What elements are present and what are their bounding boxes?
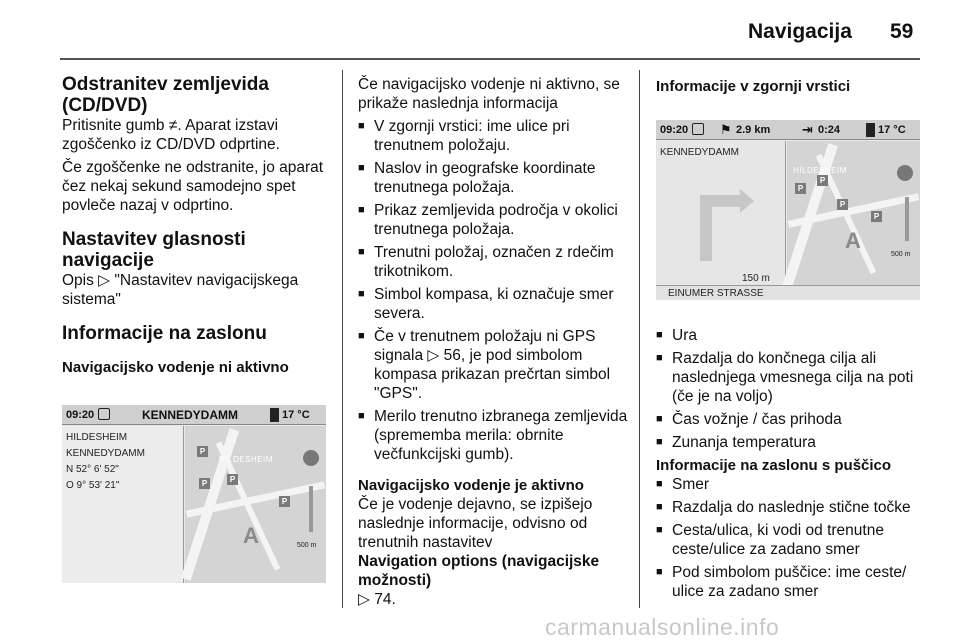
info-city: HILDESHEIM (66, 432, 128, 443)
list-item: ■ Razdalja do naslednje stične točke (656, 498, 926, 517)
compass-icon (303, 450, 319, 466)
screen-distance: 2.9 km (736, 124, 771, 136)
map-city-label: HILDESHEIM (219, 455, 273, 464)
info-latitude: N 52° 6' 52" (66, 464, 119, 475)
screen-street: KENNEDYDAMM (142, 408, 238, 422)
arrival-arrow-icon: ⇥ (802, 122, 813, 137)
position-marker-icon: A (243, 523, 259, 548)
list-item: ■ Prikaz zemljevida področja v okolici trenutnega položaja. (358, 201, 628, 239)
turn-arrow-head-icon (740, 189, 754, 213)
parking-icon: P (279, 496, 290, 507)
list-item: ■ Naslov in geografske koordinate trenutnega položaja. (358, 159, 628, 197)
watermark: carmanualsonline.info (545, 614, 780, 640)
list-item: ■ Čas vožnje / čas prihoda (656, 410, 926, 429)
screen-street-top: KENNEDYDAMM (660, 147, 739, 158)
heading-guidance-inactive: Navigacijsko vodenje ni aktivno (62, 359, 289, 376)
position-info-panel (62, 426, 184, 583)
thermometer-icon (270, 408, 279, 422)
para-remove-2: Če zgoščenke ne odstranite, jo aparat čez nekaj sekund samodejno spet povleče nazaj v odprtino. (62, 159, 324, 214)
list-item: ■ Simbol kompasa, ki označuje smer severa. (358, 285, 628, 323)
page-reference: ▷ 74. (358, 591, 396, 608)
para-remove-1: Pritisnite gumb ≠. Aparat izstavi zgoščenko iz CD/DVD odprtine. (62, 117, 280, 153)
parking-icon: P (199, 478, 210, 489)
list-item: ■ Zunanja temperatura (656, 433, 926, 452)
parking-icon: P (871, 211, 882, 222)
list-item: ■ Pod simbolom puščice: ime ceste/ ulice za zadano smer (656, 563, 926, 601)
heading-remove-map: Odstranitev zemljevida (CD/DVD) (62, 74, 269, 116)
screen-top-bar (656, 120, 920, 140)
map-scale-label: 500 m (297, 542, 317, 549)
scale-bar (905, 197, 909, 241)
position-marker-icon: A (845, 228, 861, 253)
screen-time: 09:20 (660, 124, 689, 136)
parking-icon: P (197, 446, 208, 457)
list-item: ■ Merilo trenutno izbranega zemljevida (sprememba merila: obrnite večfunkcijski gumb). (358, 407, 628, 464)
list-item: ■ Cesta/ulica, ki vodi od trenutne ceste/ulice za zadano smer (656, 521, 926, 559)
heading-arrow-info: Informacije na zaslonu s puščico (656, 457, 892, 474)
screen-time: 09:20 (66, 409, 95, 421)
map-view (185, 426, 326, 583)
clock-icon (98, 408, 110, 420)
column-3 (656, 77, 926, 605)
list-item: ■ Trenutni položaj, označen z rdečim trikotnikom. (358, 243, 628, 281)
list-item: ■ V zgornji vrstici: ime ulice pri trenutnem položaju. (358, 117, 628, 155)
para-active: Če je vodenje dejavno, se izpišejo naslednje informacije, odvisno od trenutnih nastavitev (358, 496, 593, 551)
header-rule (60, 58, 920, 60)
map-scale-label: 500 m (891, 251, 911, 258)
list-item: ■ Če v trenutnem položaju ni GPS signala ▷ 56, je pod simbolom kompasa prikazan prečrtan simbol "GPS". (358, 327, 628, 403)
heading-screen-info: Informacije na zaslonu (62, 323, 267, 344)
column-divider-2 (639, 70, 640, 608)
list-item: ■ Razdalja do končnega cilja ali naslednjega vmesnega cilja na poti (če je na voljo) (656, 349, 926, 406)
clock-icon (692, 123, 704, 135)
heading-top-bar-info: Informacije v zgornji vrstici (656, 78, 851, 95)
screen-street-bottom: EINUMER STRASSE (656, 285, 920, 300)
screenshot-guidance-inactive (62, 405, 326, 583)
parking-icon: P (227, 474, 238, 485)
map-view (787, 141, 920, 285)
para-volume: Opis ▷ "Nastavitev navigacijskega sistema" (62, 272, 299, 308)
screen-duration: 0:24 (818, 124, 841, 136)
column-1 (62, 74, 332, 583)
list-item: ■ Ura (656, 326, 926, 345)
list-arrow-info (656, 475, 926, 601)
parking-icon: P (817, 175, 828, 186)
screen-temp: 17 °C (878, 124, 906, 136)
turn-arrow-icon (700, 195, 740, 207)
flag-icon: ⚑ (720, 122, 732, 137)
scale-bar (309, 486, 313, 532)
screen-temp: 17 °C (282, 409, 310, 421)
para-active-options: Navigation options (navigacijske možnosti) (358, 553, 600, 589)
column-divider-1 (342, 70, 343, 608)
list-inactive-info (358, 117, 628, 464)
map-city-label: HILDESHEIM (793, 166, 847, 175)
parking-icon: P (837, 199, 848, 210)
info-longitude: O 9° 53' 21" (66, 480, 120, 491)
heading-guidance-active: Navigacijsko vodenje je aktivno (358, 477, 584, 494)
list-top-bar-info (656, 326, 926, 452)
list-item: ■ Smer (656, 475, 926, 494)
page-number: 59 (890, 20, 914, 43)
compass-icon (897, 165, 913, 181)
para-inactive-intro: Če navigacijsko vodenje ni aktivno, se prikaže naslednja informacija (358, 76, 620, 112)
screen-top-bar (62, 405, 326, 425)
thermometer-icon (866, 123, 875, 137)
turn-arrow-panel (656, 141, 786, 285)
parking-icon: P (795, 183, 806, 194)
turn-distance: 150 m (742, 273, 770, 284)
column-2 (358, 75, 628, 613)
section-title: Navigacija (748, 20, 852, 43)
info-street: KENNEDYDAMM (66, 448, 145, 459)
heading-volume: Nastavitev glasnosti navigacije (62, 229, 246, 271)
screenshot-guidance-active (656, 120, 920, 300)
